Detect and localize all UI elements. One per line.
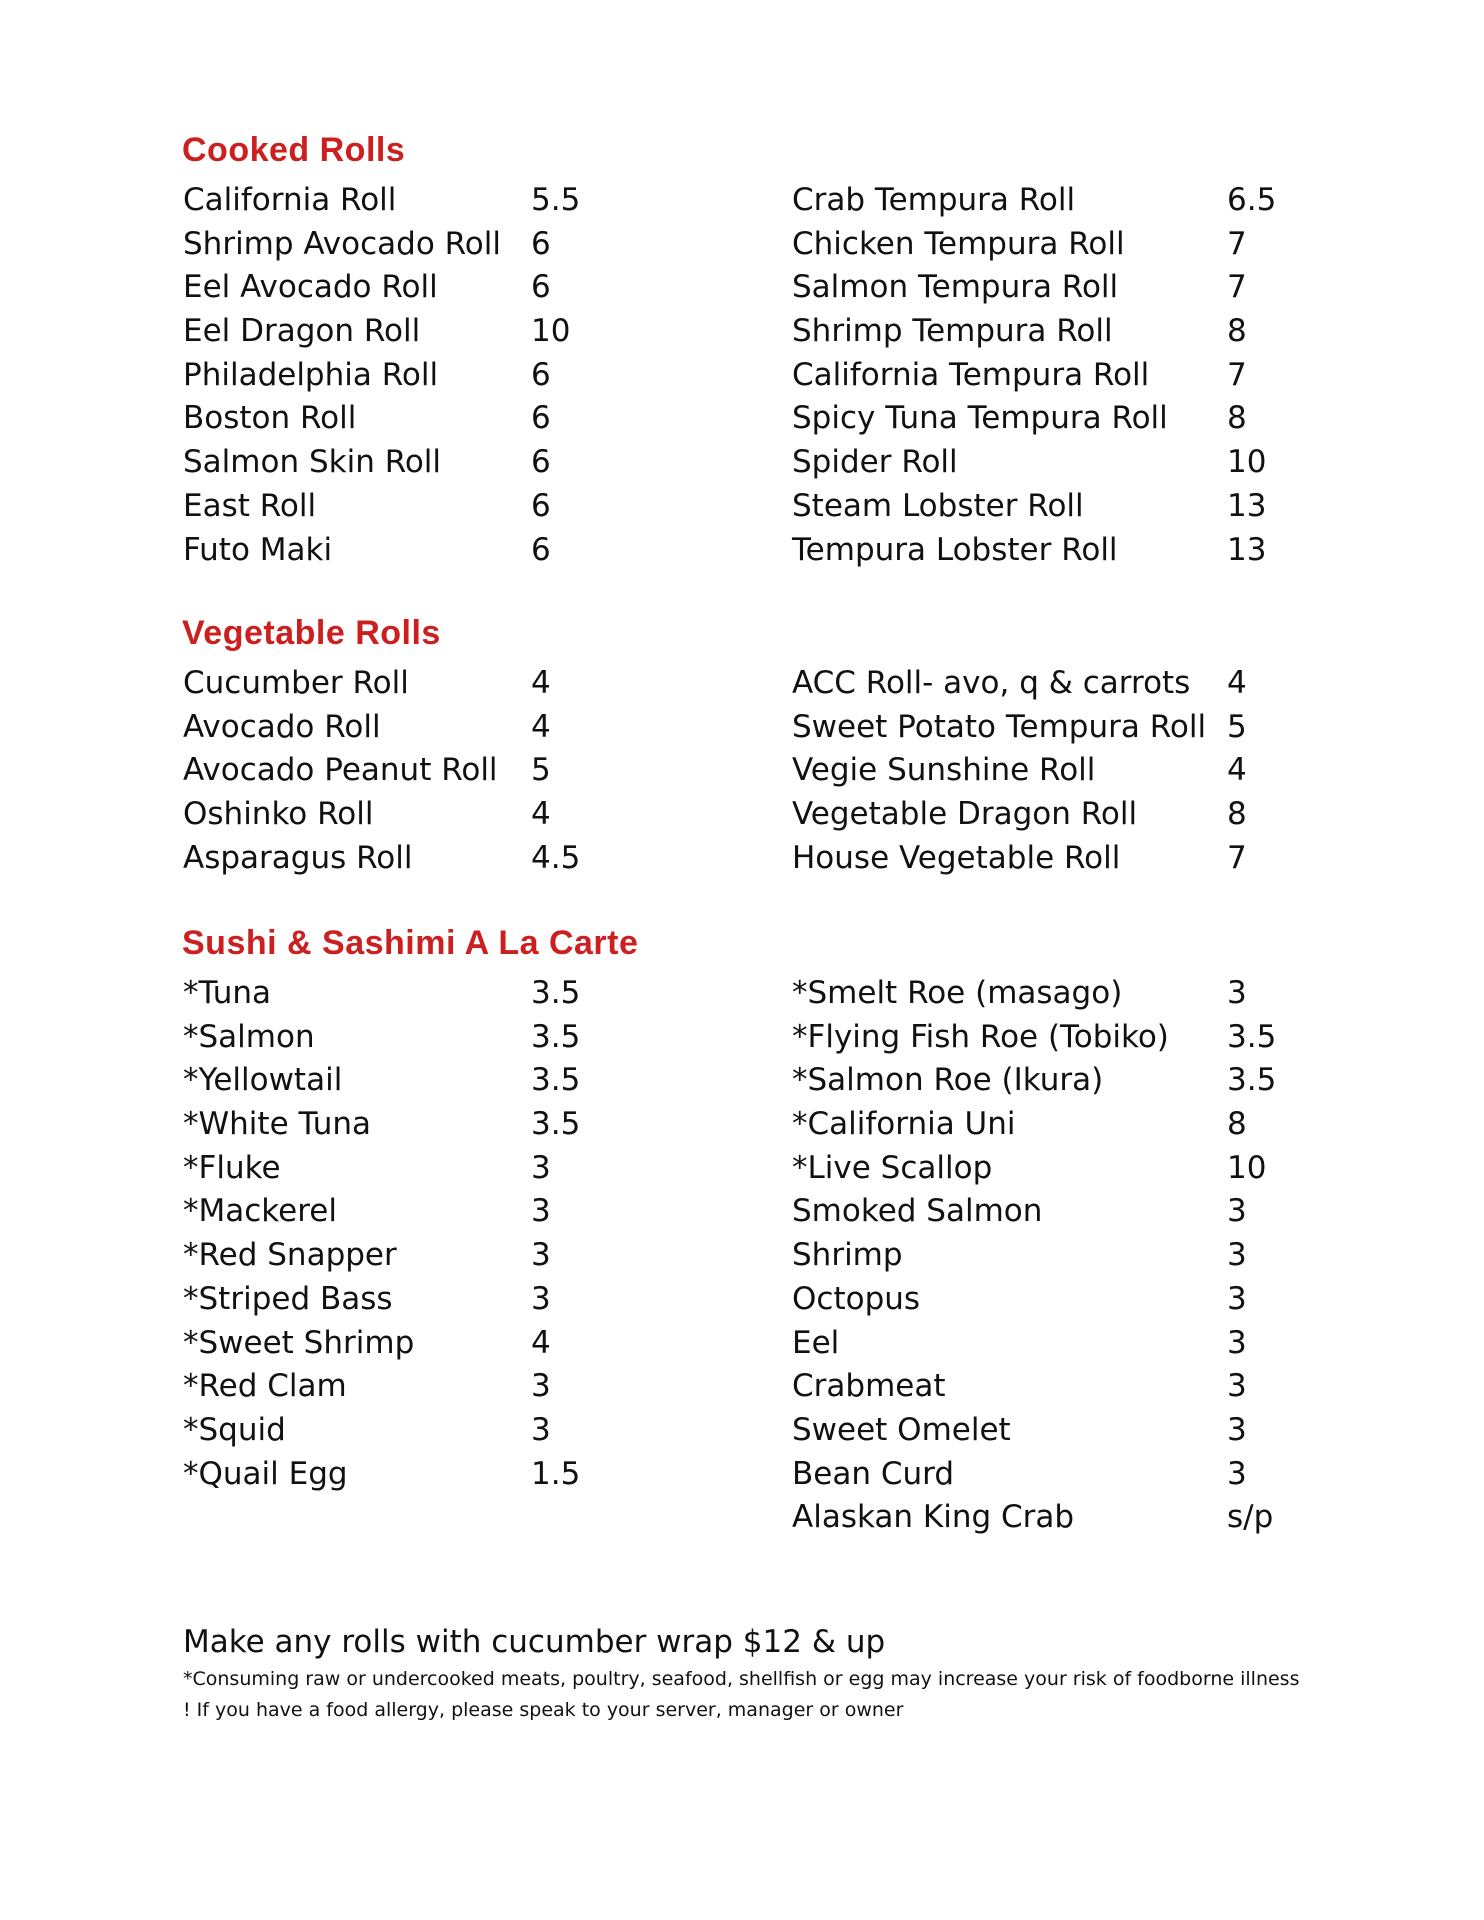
menu-item-price: 5.5 [531, 182, 581, 218]
menu-item-name: California Tempura Roll [792, 356, 1150, 393]
menu-item-price: 6 [531, 356, 551, 393]
menu-item-price: 3 [531, 1237, 551, 1274]
menu-item-name: *Live Scallop [792, 1149, 993, 1186]
menu-item [183, 485, 603, 529]
menu-item-name: *Sweet Shrimp [183, 1324, 415, 1361]
menu-item-name: Sweet Omelet [792, 1411, 1011, 1448]
menu-item [792, 706, 1292, 750]
menu-item [792, 1322, 1292, 1366]
menu-item-price: 6 [531, 444, 551, 481]
menu-item-name: Chicken Tempura Roll [792, 225, 1125, 262]
menu-item [183, 706, 603, 750]
menu-item [183, 1059, 603, 1103]
menu-item [792, 1016, 1292, 1060]
menu-item-price: 3 [1227, 975, 1247, 1011]
menu-item [183, 1147, 603, 1191]
menu-item-price: 4 [1227, 752, 1247, 789]
menu-item-name: Octopus [792, 1280, 921, 1317]
menu-item-name: Avocado Roll [183, 708, 381, 745]
menu-item-name: *Squid [183, 1411, 286, 1448]
menu-item [183, 972, 603, 1016]
menu-item-price: 3.5 [531, 1018, 581, 1055]
menu-item-name: Futo Maki [183, 531, 333, 568]
menu-item-name: Oshinko Roll [183, 796, 374, 833]
food-safety-warning: *Consuming raw or undercooked meats, poultry, seafood, shellfish or egg may increase your risk of foodborne illness [183, 1668, 1300, 1690]
menu-item-name: Steam Lobster Roll [792, 487, 1084, 524]
menu-item-name: Sweet Potato Tempura Roll [792, 708, 1207, 745]
menu-item-name: Eel Dragon Roll [183, 313, 421, 350]
menu-item-price: 4 [531, 665, 551, 701]
menu-item-name: House Vegetable Roll [792, 839, 1121, 876]
menu-item-price: 8 [1227, 796, 1247, 833]
menu-item [792, 749, 1292, 793]
menu-item-price: 3 [1227, 1324, 1247, 1361]
menu-item-price: 4 [531, 1324, 551, 1361]
menu-item-price: 6 [531, 531, 551, 568]
menu-item [792, 1409, 1292, 1453]
menu-item-name: *Quail Egg [183, 1455, 348, 1492]
menu-item-price: 8 [1227, 400, 1247, 437]
menu-item-name: Smoked Salmon [792, 1193, 1043, 1230]
sushi-sashimi-left-list [183, 972, 603, 1496]
menu-item [183, 179, 603, 223]
cucumber-wrap-note: Make any rolls with cucumber wrap $12 & up [183, 1624, 886, 1660]
menu-item [792, 1234, 1292, 1278]
menu-item-price: 6 [531, 269, 551, 306]
menu-item [792, 310, 1292, 354]
menu-item [183, 1234, 603, 1278]
menu-item-name: East Roll [183, 487, 317, 524]
menu-item [183, 310, 603, 354]
menu-item-name: Crab Tempura Roll [792, 182, 1076, 218]
sushi-sashimi-right-list [792, 972, 1292, 1540]
menu-item-name: *Tuna [183, 975, 272, 1011]
menu-item-name: Vegie Sunshine Roll [792, 752, 1096, 789]
menu-item-price: 7 [1227, 839, 1247, 876]
menu-item [792, 485, 1292, 529]
menu-item-name: Philadelphia Roll [183, 356, 439, 393]
menu-item-price: 6 [531, 400, 551, 437]
menu-item-name: Eel [792, 1324, 840, 1361]
menu-item-price: 7 [1227, 225, 1247, 262]
menu-item-price: 4 [531, 708, 551, 745]
menu-item [792, 1190, 1292, 1234]
menu-item-price: 3 [1227, 1455, 1247, 1492]
menu-item [183, 1409, 603, 1453]
menu-item-name: *White Tuna [183, 1106, 372, 1143]
menu-item [183, 1453, 603, 1497]
cooked-rolls-left-list [183, 179, 603, 572]
vegetable-rolls-left-list [183, 662, 603, 880]
menu-item-price: 3.5 [531, 1106, 581, 1143]
menu-item [792, 1278, 1292, 1322]
menu-item-name: *Salmon [183, 1018, 315, 1055]
menu-item-name: Spider Roll [792, 444, 958, 481]
menu-item [792, 179, 1292, 223]
menu-item-name: Salmon Skin Roll [183, 444, 442, 481]
menu-item-price: 13 [1227, 531, 1267, 568]
menu-item-name: Crabmeat [792, 1368, 946, 1405]
menu-item [183, 837, 603, 881]
menu-item-name: Spicy Tuna Tempura Roll [792, 400, 1168, 437]
menu-item [183, 1322, 603, 1366]
menu-item [792, 1059, 1292, 1103]
menu-item-price: 3 [531, 1411, 551, 1448]
menu-item [792, 793, 1292, 837]
menu-item-price: 3.5 [1227, 1018, 1277, 1055]
menu-item-price: s/p [1227, 1499, 1274, 1536]
menu-item [792, 972, 1292, 1016]
menu-item-price: 3.5 [531, 975, 581, 1011]
menu-item-price: 4.5 [531, 839, 581, 876]
menu-item-name: ACC Roll- avo, q & carrots [792, 665, 1191, 701]
menu-item [183, 223, 603, 267]
menu-item-price: 3.5 [1227, 1062, 1277, 1099]
menu-item-name: *California Uni [792, 1106, 1016, 1143]
menu-item-price: 4 [531, 796, 551, 833]
menu-item [792, 1365, 1292, 1409]
menu-item-price: 13 [1227, 487, 1267, 524]
menu-item-name: Bean Curd [792, 1455, 955, 1492]
menu-item-name: *Smelt Roe (masago) [792, 975, 1123, 1011]
menu-item [183, 793, 603, 837]
menu-item-price: 3 [1227, 1411, 1247, 1448]
menu-item [792, 837, 1292, 881]
cooked-rolls-heading: Cooked Rolls [182, 131, 406, 169]
menu-item-name: *Yellowtail [183, 1062, 343, 1099]
menu-item-name: *Flying Fish Roe (Tobiko) [792, 1018, 1169, 1055]
menu-item [792, 266, 1292, 310]
menu-item-price: 3 [1227, 1237, 1247, 1274]
menu-item [792, 529, 1292, 573]
menu-item-price: 7 [1227, 269, 1247, 306]
menu-item-name: *Red Snapper [183, 1237, 397, 1274]
menu-item-name: Boston Roll [183, 400, 357, 437]
menu-item [183, 1365, 603, 1409]
menu-item-price: 4 [1227, 665, 1247, 701]
menu-item-name: Asparagus Roll [183, 839, 413, 876]
menu-item [183, 1278, 603, 1322]
menu-item-name: Cucumber Roll [183, 665, 409, 701]
menu-item-price: 7 [1227, 356, 1247, 393]
menu-item-price: 3 [531, 1280, 551, 1317]
menu-item [183, 397, 603, 441]
menu-item-name: Avocado Peanut Roll [183, 752, 498, 789]
menu-item-name: Eel Avocado Roll [183, 269, 438, 306]
menu-item [183, 529, 603, 573]
menu-item-price: 5 [1227, 708, 1247, 745]
menu-item-name: Alaskan King Crab [792, 1499, 1075, 1536]
menu-item [183, 749, 603, 793]
menu-item-price: 8 [1227, 313, 1247, 350]
menu-item-price: 3 [1227, 1193, 1247, 1230]
menu-item-price: 6.5 [1227, 182, 1277, 218]
menu-item-name: *Mackerel [183, 1193, 337, 1230]
menu-item-price: 5 [531, 752, 551, 789]
menu-item [183, 662, 603, 706]
menu-item [183, 1103, 603, 1147]
menu-item [183, 441, 603, 485]
menu-item-price: 1.5 [531, 1455, 581, 1492]
menu-item [792, 441, 1292, 485]
menu-item-price: 10 [1227, 444, 1267, 481]
sushi-sashimi-heading: Sushi & Sashimi A La Carte [182, 924, 639, 962]
menu-item [792, 1103, 1292, 1147]
menu-item-price: 6 [531, 225, 551, 262]
menu-item-price: 3 [531, 1368, 551, 1405]
menu-item-price: 3 [531, 1149, 551, 1186]
menu-item [183, 354, 603, 398]
menu-item [792, 662, 1292, 706]
menu-item-name: Salmon Tempura Roll [792, 269, 1119, 306]
menu-item [792, 397, 1292, 441]
menu-item-price: 10 [531, 313, 571, 350]
menu-item-price: 3 [1227, 1368, 1247, 1405]
menu-item [792, 1147, 1292, 1191]
menu-item-price: 3 [1227, 1280, 1247, 1317]
vegetable-rolls-heading: Vegetable Rolls [182, 614, 441, 652]
menu-item-name: *Salmon Roe (Ikura) [792, 1062, 1104, 1099]
menu-item-name: Shrimp [792, 1237, 903, 1274]
cooked-rolls-right-list [792, 179, 1292, 572]
menu-item-price: 3 [531, 1193, 551, 1230]
menu-item-price: 10 [1227, 1149, 1267, 1186]
menu-item-price: 3.5 [531, 1062, 581, 1099]
menu-item-name: Vegetable Dragon Roll [792, 796, 1138, 833]
menu-item-name: *Red Clam [183, 1368, 347, 1405]
allergy-notice: ! If you have a food allergy, please speak to your server, manager or owner [183, 1699, 904, 1721]
menu-item [792, 354, 1292, 398]
menu-item [792, 223, 1292, 267]
menu-item [792, 1496, 1292, 1540]
menu-item-name: *Fluke [183, 1149, 281, 1186]
menu-item-name: California Roll [183, 182, 397, 218]
menu-item-price: 8 [1227, 1106, 1247, 1143]
menu-item [183, 1016, 603, 1060]
menu-item [183, 266, 603, 310]
menu-item-name: Shrimp Tempura Roll [792, 313, 1113, 350]
vegetable-rolls-right-list [792, 662, 1292, 880]
menu-item-name: Shrimp Avocado Roll [183, 225, 501, 262]
menu-item-name: *Striped Bass [183, 1280, 393, 1317]
menu-item-name: Tempura Lobster Roll [792, 531, 1118, 568]
menu-item-price: 6 [531, 487, 551, 524]
menu-item [183, 1190, 603, 1234]
menu-item [792, 1453, 1292, 1497]
